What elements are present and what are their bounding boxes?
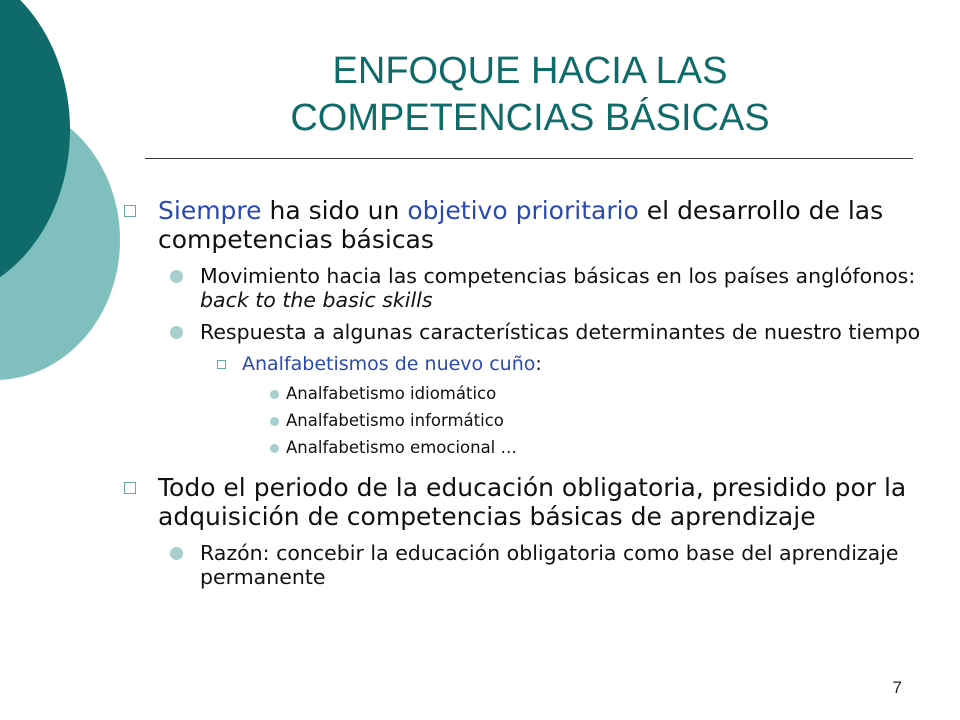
round-bullet-icon <box>170 326 183 339</box>
page-number: 7 <box>892 678 902 697</box>
square-bullet-icon <box>124 205 136 217</box>
slide-body <box>110 196 930 597</box>
bullet-text: Movimiento hacia las competencias básicas en los países anglófonos: <box>200 264 916 288</box>
bullet-level4-idiomatico <box>110 384 930 404</box>
bullet-level1-siempre <box>110 196 930 254</box>
title-line-1: ENFOQUE HACIA LAS <box>332 50 728 92</box>
round-bullet-icon <box>270 390 279 399</box>
round-bullet-icon <box>170 270 183 283</box>
bullet-level2-respuesta <box>110 320 930 344</box>
bullet-text: Analfabetismo informático <box>286 411 504 430</box>
bullet-level3-analfabetismos <box>110 352 930 376</box>
bullet-level1-todo <box>110 473 930 531</box>
round-bullet-icon <box>270 417 279 426</box>
bullet-text: Analfabetismo emocional … <box>286 438 518 457</box>
title-line-2: COMPETENCIAS BÁSICAS <box>290 97 770 139</box>
bullet-level2-razon <box>110 541 930 589</box>
round-bullet-icon <box>270 444 279 453</box>
bullet-level2-movimiento <box>110 264 930 312</box>
round-bullet-icon <box>170 547 183 560</box>
square-bullet-icon <box>217 360 226 369</box>
square-bullet-icon <box>124 482 136 494</box>
bullet-text: Respuesta a algunas características determinantes de nuestro tiempo <box>200 320 921 344</box>
bullet-text: Analfabetismo idiomático <box>286 384 497 403</box>
bullet-text: : <box>535 353 542 375</box>
highlight-siempre: Siempre <box>158 196 262 225</box>
bullet-text: el desarrollo de las competencias básicas <box>158 196 884 254</box>
slide-title <box>150 48 910 142</box>
bullet-level4-informatico <box>110 411 930 431</box>
bullet-text: ha sido un <box>261 196 408 225</box>
highlight-objetivo: objetivo prioritario <box>407 196 639 225</box>
bullet-level4-emocional <box>110 438 930 458</box>
bullet-text: Razón: concebir la educación obligatoria como base del aprendizaje permanente <box>200 541 899 589</box>
title-divider <box>145 158 913 159</box>
highlight-analfabetismos: Analfabetismos de nuevo cuño <box>242 353 536 375</box>
bullet-italic-text: back to the basic skills <box>200 288 433 312</box>
bullet-text: Todo el periodo de la educación obligatoria, presidido por la adquisición de competencias básicas de aprendizaje <box>158 473 907 531</box>
